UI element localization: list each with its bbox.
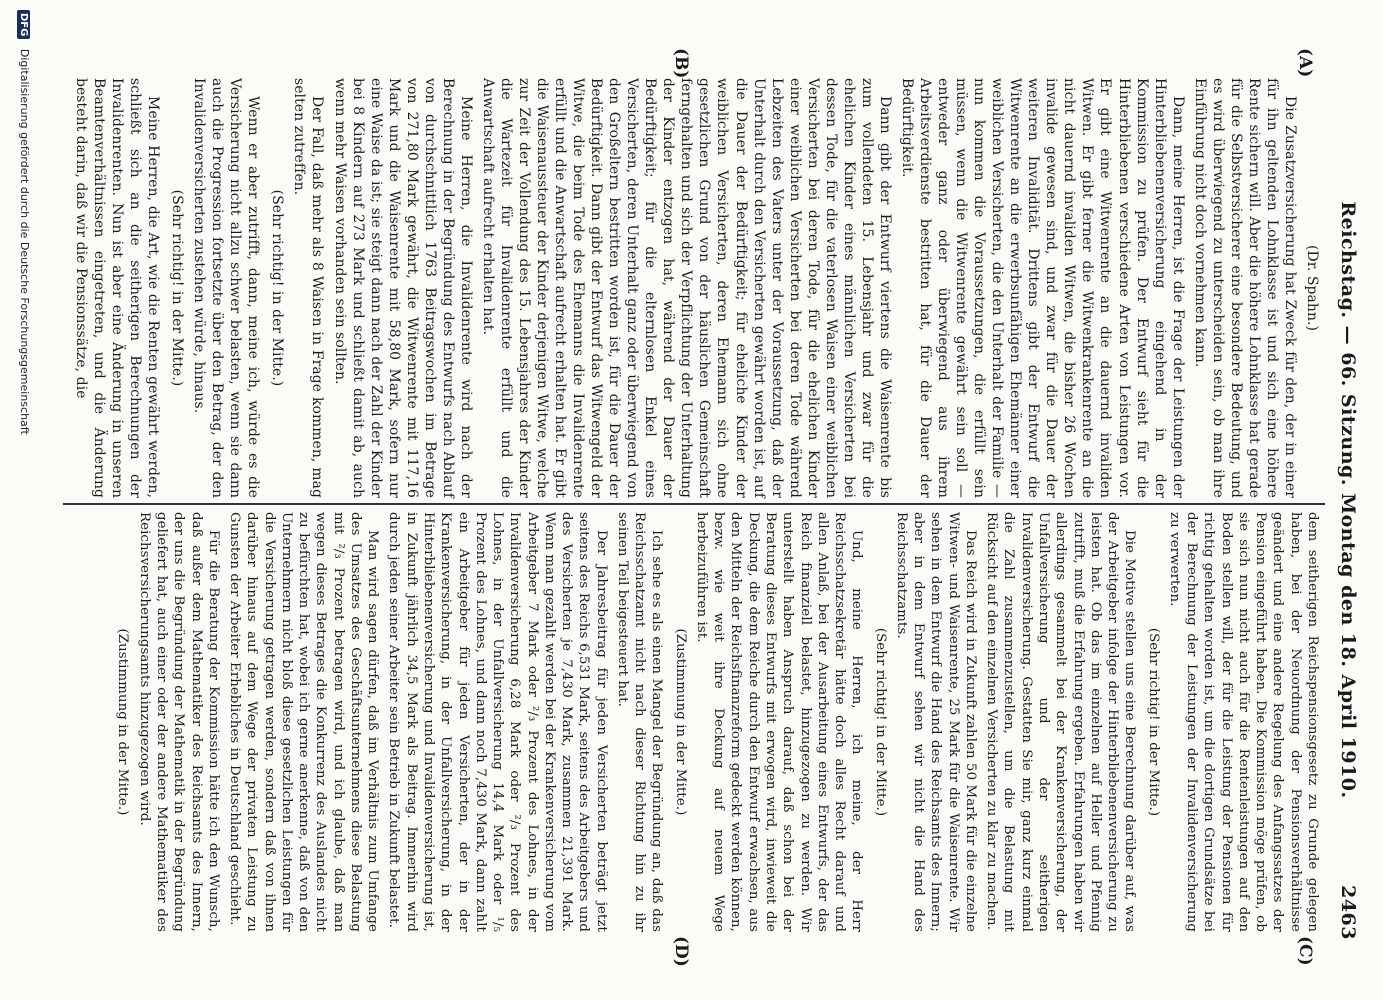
paragraph: Der Fall, daß mehr als 8 Waisen in Frage kommen, mag selten zutreffen. xyxy=(291,78,326,498)
paragraph: dem seitherigen Reichspensionsgesetz zu Grunde gelegen haben, bei der Neuordnung der Pensionsverhältnisse geändert und eine andere Regelung des Anfangssatzes der Pension eingeführt haben. Die Kommission möge prüfen, ob sie sich nun nicht auch für die Rentenleistungen auf den Boden stellen will, der für die Leistung der Pensionen für richtig gehalten worden ist, um die dortigen Grundsätze bei der Berechnung der Leistungen der Invalidenversicherung zu verwerten. xyxy=(1166,512,1320,932)
paragraph: Für die Beratung der Kommission hätte ich den Wunsch, daß außer dem Mathematiker des Reichsamts des Innern, der uns die Begründung der Mathematik in der Begründung geliefert hat, auch einer oder der andere Mathematiker des Reichsversicherungsamts hinzugezogen wird. xyxy=(136,512,221,932)
right-text-column xyxy=(108,512,1321,932)
speaker-name: (Dr. Spahn.) xyxy=(1304,244,1320,332)
paragraph: Dann gibt der Entwurf viertens die Waisenrente bis zum vollendeten 15. Lebensjahr und zwar für die ehelichen Kinder eines männlichen Versicherten bei dessen Tode, für die vaterlosen Waisen einer weiblichen Versicherten bei deren Tode, für die ehelichen Kinder einer weiblichen Versicherten bei deren Tode während Lebzeiten des Vaters unter der Voraussetzung, daß der Unterhalt durch den Versicherten gewährt worden ist, auf die Dauer der Bedürftigkeit; für eheliche Kinder der weiblichen Versicherten, deren Ehemann sich ohne gesetzlichen Grund von der häuslichen Gemeinschaft ferngehalten und sich der Verpflichtung der Unterhaltung der Kinder entzogen hat, während der Dauer der Bedürftigkeit; für die elternlosen Enkel eines Versicherten, deren Unterhalt ganz oder überwiegend von den Großeltern bestritten worden ist, für die Dauer der Bedürftigkeit. Dann gibt der Entwurf das Witwengeld der Witwe, die beim Tode des Ehemanns die Invalidenrente erfüllt und die Anwartschaft aufrecht erhalten hat. Er gibt die Waisenaussteuer der Kinder derjenigen Witwe, welche zur Zeit der Vollendung des 15. Lebensjahres der Kinder die Wartezeit für Invalidenrente erfüllt und die Anwartschaft aufrecht erhalten hat. xyxy=(479,78,893,498)
paragraph: Meine Herren, die Invalidenrente wird nach der Berechnung in der Begründung des Entwurfs nach Ablauf von durchschnittlich 1763 Beitragswochen im Betrage von 271,80 Mark gewährt, die Witwenrente mit 117,16 Mark und die Waisenrente mit 58,80 Mark, sofern nur eine Waise da ist; sie steigt dann nach der Zahl der Kinder bei 8 Kindern auf 273 Mark und schließt damit ab, auch wenn mehr Waisen vorhanden sein sollten. xyxy=(331,78,474,498)
footer-text: Digitalisierung gefördert durch die Deutsche Forschungsgemeinschaft xyxy=(18,48,31,435)
paragraph: Der Jahresbeitrag für jeden Versicherten beträgt jetzt seitens des Reichs 6,531 Mark, seitens des Arbeitgebers und des Versicherten je 7,430 Mark, zusammen 21,391 Mark. Wenn man gezahlt werden bei der Krankenversicherung vom Arbeitgeber 7 Mark oder ²/₃ Prozent des Lohnes, in der Invalidenversicherung 6,28 Mark oder ²/₃ Prozent des Lohnes, in der Unfallversicherung 14,4 Mark oder ¹/₅ Prozent des Lohnes, und dann noch 7,430 Mark, dann zahlt ein Arbeitgeber für jeden Versicherten, der in der Krankenversicherung, in der Unfallversicherung, in der Hinterbliebenenversicherung und Invalidenversicherung ist, in Zukunft jährlich 34,5 Mark als Beitrag. Immerhin wird durch jeden seiner Arbeiter sein Betrieb in Zukunft belastet. xyxy=(386,512,609,932)
paragraph: Ich sehe es als einen Mangel der Begründung an, daß das Reichsschatzamt nicht nach dieser Richtung hin zu ihr seinen Teil beigesteuert hat. xyxy=(614,512,665,932)
left-text-column xyxy=(68,78,1321,498)
interjection: (Sehr richtig! in der Mitte.) xyxy=(269,189,286,387)
page-header xyxy=(1331,60,1361,940)
interjection: (Sehr richtig! in der Mitte.) xyxy=(872,627,888,817)
interjection: (Zustimmung in der Mitte.) xyxy=(672,628,688,816)
margin-mark-a: (A) xyxy=(1295,48,1315,78)
digitization-footer xyxy=(17,10,31,990)
paragraph: Die Motive stellen uns eine Berechnung darüber auf, was der Arbeitgeber infolge der Hinterbliebenenversicherung zu leisten hat. Ob das im einzelnen auf Heller und Pfennig zutrifft, muß die Erfahrung ergeben. Erfahrungen haben wir allerdings gesammelt bei der Krankenversicherung, der Unfallversicherung und der seitherigen Invalidenversicherung. Gestatten Sie mir, ganz kurz einmal die Zahl zusammenzustellen, um die Belastung mit Rücksicht auf den einzelnen Versicherten zu klar zu machen. xyxy=(984,512,1138,932)
running-title: Reichstag. — 66. Sitzung. Montag den 18. April 1910. xyxy=(1337,201,1359,799)
paragraph: Und, meine Herren, ich meine, der Herr Reichsschatzsekretär hätte doch alles Recht darauf und allen Anlaß, bei der Ausarbeitung eines Entwurfs, der das Reich finanziell belastet, hinzugezogen zu werden. Wir unterstellt haben Anspruch darauf, daß schon bei der Beratung dieses Entwurfs mit erwogen wird, inwieweit die Deckung, die dem Reiche durch den Entwurf erwachsen, aus den Mitteln der Reichsfinanzreform gedeckt werden können, bezw. wie weit ihre Deckung auf neuem Wege herbeizuführen ist. xyxy=(693,512,865,932)
dfg-logo: DFG xyxy=(17,10,30,39)
paragraph: Die Zusatzversicherung hat Zweck für den, der in einer für ihn geltenden Lohnklasse ist und sich eine höhere Rente sichern will. Aber die höhere Lohnklasse hat gerade für die Selbstversicherer eine besondere Bedeutung, und es wird überwiegend zu unterscheiden sein, ob man ihre Einführung nicht doch vornehmen kann. xyxy=(1191,78,1298,498)
margin-mark-b: (B) xyxy=(671,48,691,79)
paragraph: Wenn er aber zutrifft, dann, meine ich, würde es die Versicherung nicht allzu schwer belasten, wenn sie dann auch die Progression fortsetzte über den Betrag, der den Invalidenversicherten zustehen würde, hinaus. xyxy=(191,78,262,498)
margin-mark-c: (C) xyxy=(1295,936,1315,966)
interjection: (Sehr richtig! in der Mitte.) xyxy=(169,189,186,387)
paragraph: Dann, meine Herren, ist die Frage der Leistungen der Hinterbliebenenversicherung eingehend in der Kommission zu prüfen. Der Entwurf sieht für die Hinterbliebenen verschiedene Arten von Leistungen vor. Er gibt eine Witwenrente an die dauernd invaliden Witwen. Er gibt ferner die Witwenkrankenrente an die nicht dauernd invaliden Witwen, die bisher 26 Wochen invalide gewesen sind, und zwar für die Dauer der weiteren Invalidität. Drittens gibt der Entwurf die Witwenrente an die erwerbsunfähigen Ehemänner einer weiblichen Versicherten, die den Unterhalt der Familie — nun kommen die Voraussetzungen, die erfüllt sein müssen, wenn die Witwenrente gewährt sein soll — entweder ganz oder überwiegend aus ihrem Arbeitsverdienste bestritten hat, für die Dauer der Bedürftigkeit. xyxy=(898,78,1186,498)
paragraph: Das Reich wird in Zukunft zahlen 50 Mark für die einzelne Witwen- und Waisenrente, 25 Mark für die Waisenrente. Wir sehen in dem Entwurf die Hand des Reichsamts des Innern; aber in dem Entwurf sehen wir nicht die Hand des Reichsschatzamts. xyxy=(893,512,978,932)
page-number: 2463 xyxy=(1337,885,1359,940)
interjection: (Zustimmung in der Mitte.) xyxy=(115,628,131,816)
column-divider xyxy=(63,503,1325,505)
paragraph: Meine Herren, die Art, wie die Renten gewährt werden, schließt sich an die seitherigen Berechnungen der Invalidenrenten. Nun ist aber eine Änderung in unseren Beamtenverhältnissen eingetreten, und die Änderung besteht darin, daß wir die Pensionssätze, die xyxy=(72,78,162,498)
interjection: (Sehr richtig! in der Mitte.) xyxy=(1145,627,1161,817)
paragraph: Man wird sagen dürfen, daß im Verhältnis zum Umfange des Umsatzes des Geschäftsunternehmens diese Belastung mit ²/₃ Prozent betragen wird, und ich glaube, daß man wegen dieses Betrages die Konkurrenz des Auslandes nicht zu befürchten hat, wobei ich gerne anerkenne, daß von den Unternehmern nicht bloß diese gesetzlichen Leistungen für die Versicherung getragen werden, sondern daß von ihnen darüber hinaus auf dem Wege der privaten Leistung zu Gunsten der Arbeiter Erhebliches in Deutschland geschieht. xyxy=(227,512,381,932)
margin-mark-d: (D) xyxy=(671,936,691,967)
